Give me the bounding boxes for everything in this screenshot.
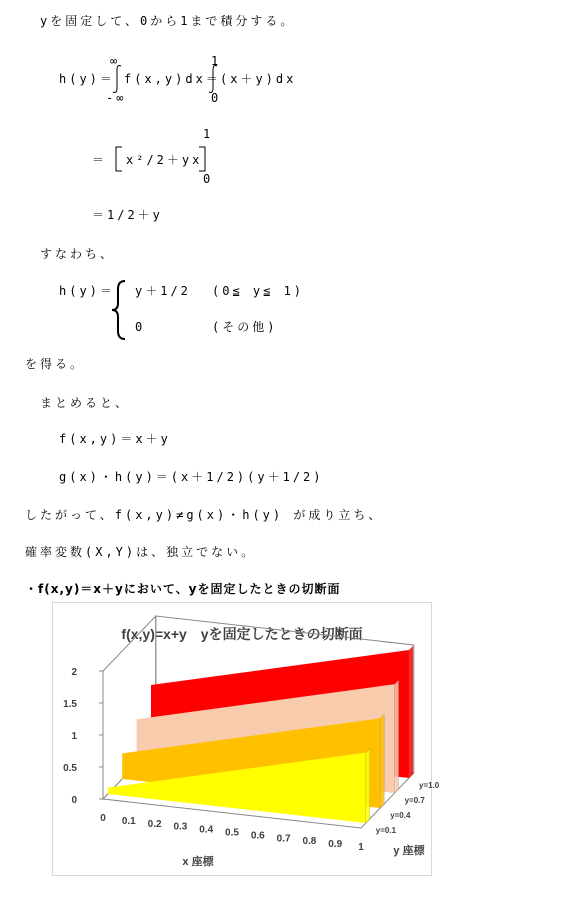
- z-tick-label: 0: [71, 795, 77, 806]
- cross-section-chart: [53, 603, 440, 875]
- eq1-int2-body: (x＋y)dx: [220, 72, 297, 86]
- case2-cond: (その他): [212, 320, 278, 334]
- left-bracket: [114, 146, 124, 172]
- eq1-int1-lower: -∞: [106, 91, 127, 105]
- y-tick-label: y=0.4: [390, 811, 411, 820]
- eq2-body: x²/2＋yx: [126, 153, 203, 167]
- integral-sign-2: [206, 64, 220, 94]
- eq2-prefix: ＝: [92, 153, 108, 167]
- curly-brace: [110, 279, 128, 341]
- intro-text: yを固定して、0から1まで積分する。: [40, 14, 296, 28]
- eq1-lhs: h(y)＝: [59, 72, 115, 86]
- eq2-upper: 1: [203, 127, 214, 141]
- eru-text: を得る。: [25, 357, 86, 371]
- x-tick-label: 0.3: [173, 821, 188, 833]
- piecewise-lhs: h(y)＝: [59, 284, 115, 298]
- case1-expr: y＋1/2: [135, 284, 191, 298]
- x-tick-label: 1: [358, 842, 364, 853]
- eq1-int2-upper: 1: [211, 54, 222, 68]
- conclusion-2: 確率変数(X,Y)は、独立でない。: [25, 545, 257, 559]
- x-tick-label: 0.6: [250, 830, 265, 842]
- case2-expr: 0: [135, 320, 146, 334]
- case1-cond: (0≦ y≦ 1): [212, 284, 305, 298]
- series-edge-y=0.7: [395, 680, 399, 793]
- z-tick-label: 1: [71, 731, 77, 742]
- conclusion-1: したがって、f(x,y)≠g(x)・h(y) が成り立ち、: [25, 508, 384, 522]
- summary-f: f(x,y)＝x＋y: [59, 432, 171, 446]
- eq1-int1-upper: ∞: [110, 54, 121, 68]
- chart-container: [52, 602, 440, 876]
- y-tick-label: y=0.7: [404, 796, 425, 805]
- series-edge-y=1.0: [409, 646, 413, 778]
- eq2-lower: 0: [203, 172, 214, 186]
- right-bracket: [197, 146, 207, 172]
- x-tick-label: 0.9: [328, 839, 343, 851]
- z-tick-label: 0.5: [63, 763, 77, 774]
- y-tick-label: y=1.0: [419, 781, 440, 790]
- x-tick-label: 0: [100, 813, 106, 824]
- integral-sign-1: [110, 64, 124, 94]
- eq1-int2-lower: 0: [211, 91, 222, 105]
- eq1-int1-body: f(x,y)dx＝: [124, 72, 221, 86]
- x-tick-label: 0.4: [199, 824, 214, 836]
- section-heading: ・f(x,y)＝x＋yにおいて、yを固定したときの切断面: [25, 582, 341, 596]
- y-tick-label: y=0.1: [375, 826, 397, 835]
- x-tick-label: 0.8: [302, 836, 317, 848]
- x-axis-title: x 座標: [182, 856, 214, 868]
- x-tick-label: 0.1: [121, 815, 136, 827]
- x-tick-label: 0.5: [225, 827, 239, 839]
- eq3: ＝1/2＋y: [92, 208, 163, 222]
- series-edge-y=0.4: [380, 714, 384, 808]
- z-tick-label: 2: [71, 667, 77, 678]
- y-axis-title: y 座標: [393, 845, 425, 857]
- sunawachi-text: すなわち、: [40, 247, 116, 261]
- z-tick-label: 1.5: [63, 699, 77, 710]
- series-edge-y=0.1: [366, 749, 370, 823]
- x-tick-label: 0.7: [276, 833, 291, 845]
- chart-title: f(x,y)=x+y yを固定したときの切断面: [121, 626, 363, 642]
- summary-gh: g(x)・h(y)＝(x＋1/2)(y＋1/2): [59, 470, 324, 484]
- x-tick-label: 0.2: [147, 818, 162, 830]
- matomeru-text: まとめると、: [40, 396, 131, 410]
